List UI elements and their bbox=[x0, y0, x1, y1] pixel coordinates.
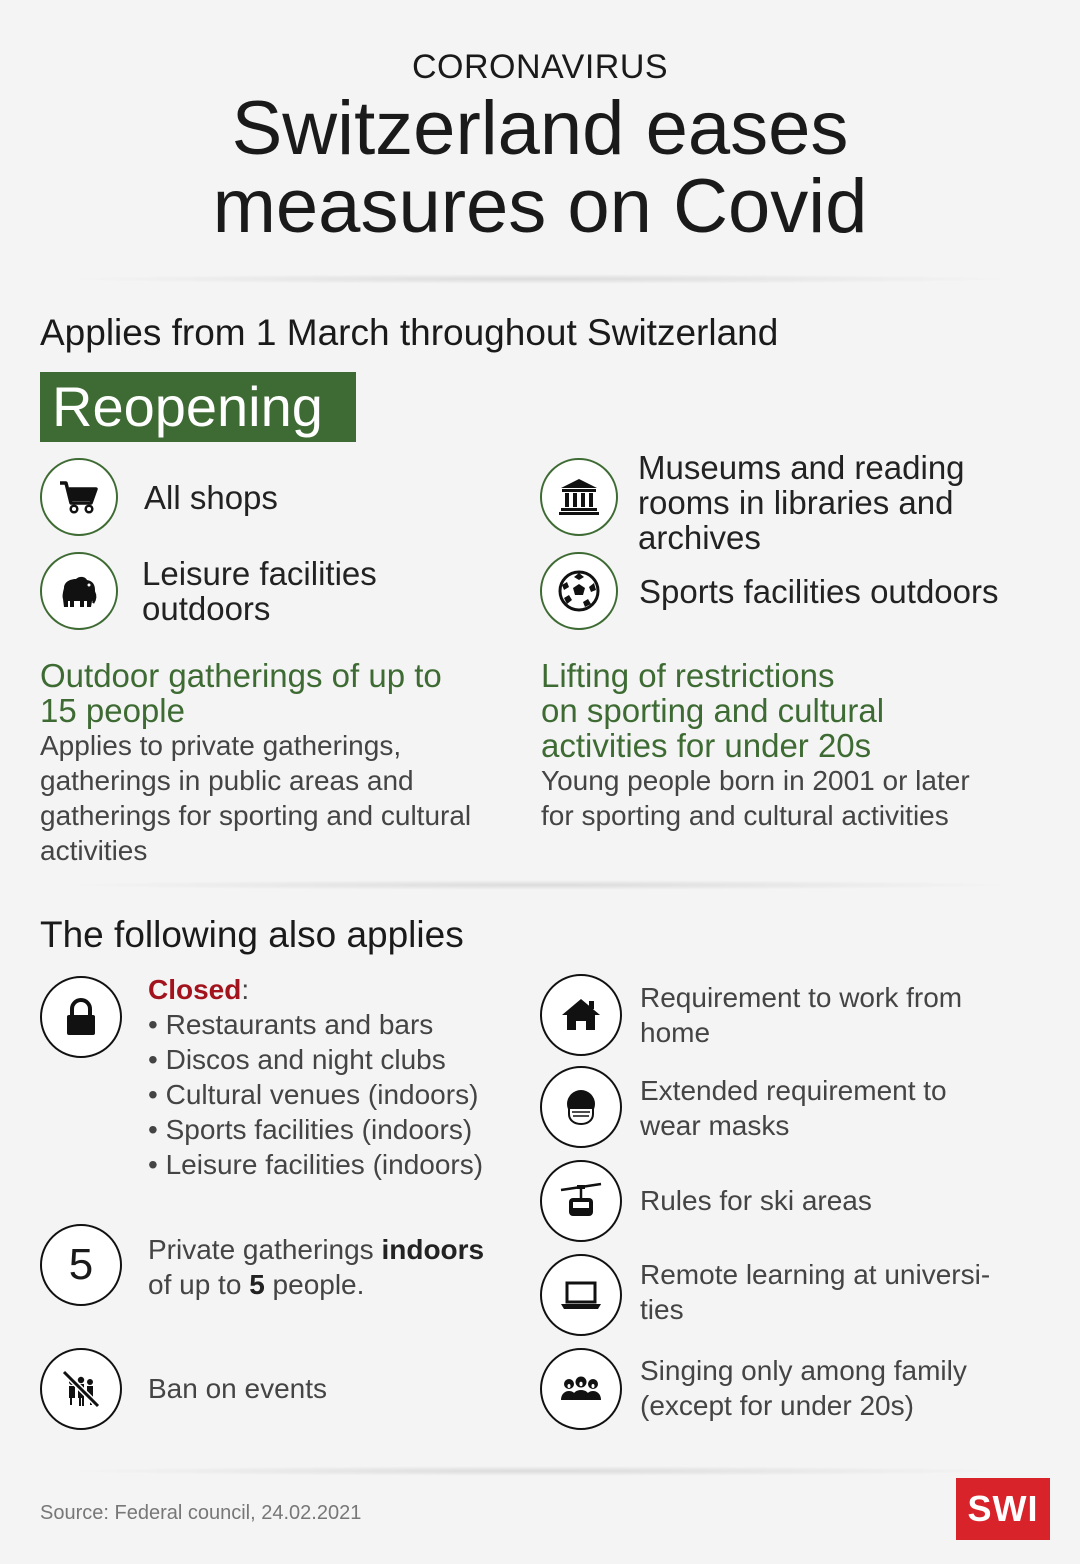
body-line: gatherings for sporting and cultural bbox=[40, 800, 472, 831]
gatherings-body bbox=[40, 728, 471, 868]
divider bbox=[60, 880, 1020, 890]
list-item: • Sports facilities (indoors) bbox=[148, 1114, 473, 1145]
heading-line: Lifting of restrictions bbox=[541, 657, 835, 694]
closed-heading bbox=[148, 972, 483, 1007]
closed-title: Closed bbox=[148, 974, 242, 1005]
gatherings-block bbox=[40, 658, 471, 868]
list-item: • Discos and night clubs bbox=[148, 1044, 446, 1075]
label-line: archives bbox=[638, 519, 761, 556]
body-line: Young people born in 2001 or later bbox=[541, 765, 970, 796]
swi-logo: SWI bbox=[956, 1478, 1050, 1540]
masks-label bbox=[640, 1073, 947, 1143]
label-line: wear masks bbox=[640, 1110, 790, 1141]
laptop-icon bbox=[540, 1254, 622, 1336]
shopping-cart-icon bbox=[40, 458, 118, 536]
number-five-icon: 5 bbox=[40, 1224, 122, 1306]
title-line: Switzerland eases bbox=[231, 86, 849, 171]
private-line bbox=[148, 1267, 484, 1302]
label-line: Extended requirement to bbox=[640, 1075, 947, 1106]
gatherings-heading bbox=[40, 658, 471, 728]
list-item-text: Leisure facilities (indoors) bbox=[165, 1149, 484, 1180]
singing-label bbox=[640, 1353, 967, 1423]
text-bold: indoors bbox=[381, 1234, 485, 1265]
body-line: gatherings in public areas and bbox=[40, 765, 414, 796]
label-line: (except for under 20s) bbox=[640, 1390, 914, 1421]
football-icon bbox=[540, 552, 618, 630]
list-item-text: Restaurants and bars bbox=[165, 1009, 434, 1040]
no-events-icon bbox=[40, 1348, 122, 1430]
page-title bbox=[0, 86, 1080, 249]
source-note: Source: Federal council, 24.02.2021 bbox=[40, 1502, 362, 1524]
kicker: CORONAVIRUS bbox=[411, 48, 669, 86]
text-bold: 5 bbox=[249, 1269, 265, 1300]
divider bbox=[60, 1466, 1020, 1476]
reopen-leisure-label bbox=[142, 556, 377, 626]
subtitle: Applies from 1 March throughout Switzerland bbox=[40, 312, 779, 353]
body-line: for sporting and cultural activities bbox=[541, 800, 949, 831]
youth-body bbox=[541, 763, 970, 833]
reopen-sports-label: Sports facilities outdoors bbox=[639, 573, 999, 610]
text-part: Private gatherings bbox=[148, 1234, 382, 1265]
list-item: • Restaurants and bars bbox=[148, 1009, 434, 1040]
list-item-text: Cultural venues (indoors) bbox=[165, 1079, 479, 1110]
heading-line: activities for under 20s bbox=[541, 727, 872, 764]
ban-events-label: Ban on events bbox=[148, 1373, 328, 1404]
label-line: Leisure facilities bbox=[142, 555, 377, 592]
list-item: • Leisure facilities (indoors) bbox=[148, 1149, 484, 1180]
youth-heading bbox=[541, 658, 970, 763]
text-part: of up to bbox=[148, 1269, 250, 1300]
list-item-text: Discos and night clubs bbox=[165, 1044, 446, 1075]
body-line: activities bbox=[40, 835, 148, 866]
label-line: Requirement to work from bbox=[640, 982, 963, 1013]
label-line: Remote learning at universi- bbox=[640, 1259, 991, 1290]
text-part: people. bbox=[264, 1269, 365, 1300]
title-line: measures on Covid bbox=[212, 164, 868, 249]
label-line: Singing only among family bbox=[640, 1355, 967, 1386]
heading-line: Outdoor gatherings of up to bbox=[40, 657, 442, 694]
private-gatherings-text bbox=[148, 1232, 484, 1302]
label-line: home bbox=[640, 1017, 711, 1048]
mask-icon bbox=[540, 1066, 622, 1148]
museum-icon bbox=[540, 458, 618, 536]
also-heading: The following also applies bbox=[40, 914, 464, 955]
lock-icon bbox=[40, 976, 122, 1058]
reopening-badge: Reopening bbox=[40, 372, 356, 442]
list-item: • Cultural venues (indoors) bbox=[148, 1079, 479, 1110]
body-line: Applies to private gatherings, bbox=[40, 730, 402, 761]
label-line: rooms in libraries and bbox=[638, 484, 954, 521]
cable-car-icon bbox=[540, 1160, 622, 1242]
house-icon bbox=[540, 974, 622, 1056]
heading-line: on sporting and cultural bbox=[541, 692, 885, 729]
group-singing-icon bbox=[540, 1348, 622, 1430]
closed-colon: : bbox=[241, 974, 250, 1005]
work-home-label bbox=[640, 980, 962, 1050]
list-item-text: Sports facilities (indoors) bbox=[165, 1114, 473, 1145]
remote-learning-label bbox=[640, 1257, 990, 1327]
reopen-museums-label bbox=[638, 450, 965, 555]
private-line bbox=[148, 1232, 484, 1267]
elephant-icon bbox=[40, 552, 118, 630]
ski-rules-label: Rules for ski areas bbox=[640, 1185, 872, 1216]
reopen-shops-label: All shops bbox=[144, 479, 278, 516]
closed-list bbox=[148, 972, 483, 1182]
divider bbox=[60, 274, 1020, 284]
label-line: outdoors bbox=[142, 590, 271, 627]
label-line: Museums and reading bbox=[638, 449, 965, 486]
heading-line: 15 people bbox=[40, 692, 185, 729]
youth-block bbox=[541, 658, 970, 833]
label-line: ties bbox=[640, 1294, 684, 1325]
